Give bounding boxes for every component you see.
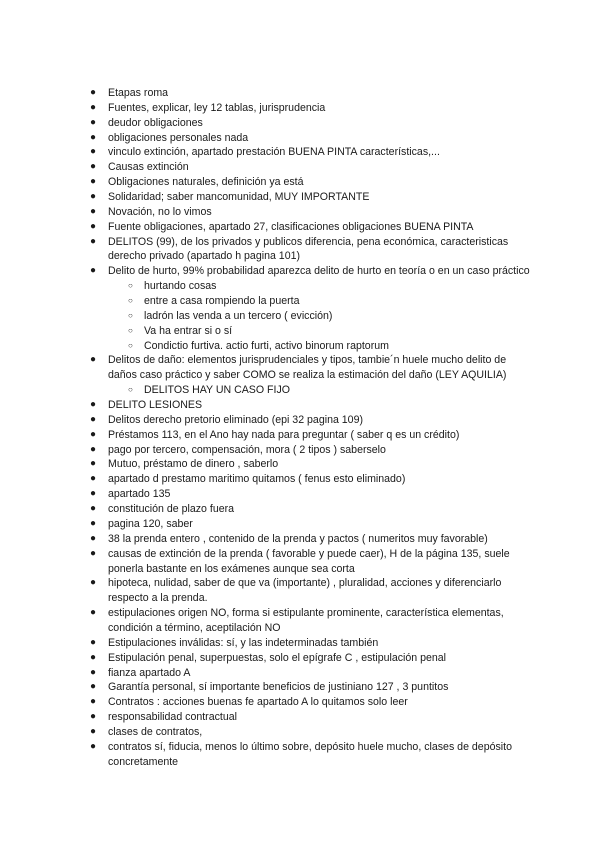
list-item-text: Estipulación penal, superpuestas, solo el epígrafe C , estipulación penal (108, 651, 447, 664)
bullet-icon: ● (90, 176, 97, 188)
bullet-icon: ● (90, 87, 97, 98)
list-item-text: Delitos de daño: elementos jurisprudenciales y tipos, tambie´n huele mucho delito de daños caso práctico y saber COMO se realiza la estimación del daño (LEY AQUILIA) (108, 354, 507, 382)
bullet-icon: ● (90, 354, 97, 366)
list-item-text: 38 la prenda entero , contenido de la prenda y pactos ( numeritos muy favorable) (108, 532, 488, 545)
hollow-bullet-icon: ○ (128, 325, 133, 335)
list-item-text: Fuente obligaciones, apartado 27, clasificaciones obligaciones BUENA PINTA (108, 220, 474, 233)
list-item (90, 175, 530, 190)
list-item-text: pago por tercero, compensación, mora ( 2 tipos ) saberselo (108, 443, 386, 456)
list-item-text: Obligaciones naturales, definición ya está (108, 176, 304, 189)
list-item (90, 487, 530, 502)
list-item-text: DELITOS HAY UN CASO FIJO (144, 384, 290, 397)
list-item (90, 428, 530, 443)
list-item-text: Delitos derecho pretorio eliminado (epi 32 pagina 109) (108, 413, 363, 426)
list-item (90, 666, 530, 681)
list-item (90, 101, 530, 116)
bullet-icon: ● (90, 131, 97, 143)
list-item (90, 502, 530, 517)
list-item (90, 636, 530, 651)
bullet-icon: ● (90, 636, 97, 648)
hollow-bullet-icon: ○ (128, 340, 133, 350)
list-item-text: pagina 120, saber (108, 517, 193, 530)
list-item (90, 235, 530, 265)
list-item-text: DELITO LESIONES (108, 399, 203, 412)
list-item (90, 651, 530, 666)
bullet-icon: ● (90, 205, 97, 217)
list-item-text: causas de extinción de la prenda ( favorable y puede caer), H de la página 135, suele ponerla bastante en los exámenes aunque sea corta (108, 547, 510, 575)
list-item (90, 160, 530, 175)
list-item (90, 576, 530, 606)
bullet-icon: ● (90, 577, 97, 589)
list-item-text: Novación, no lo vimos (108, 205, 212, 218)
list-item-text: Préstamos 113, en el Ano hay nada para preguntar ( saber q es un crédito) (108, 428, 460, 441)
hollow-bullet-icon: ○ (128, 385, 133, 395)
sub-list-item (90, 383, 530, 398)
bullet-icon: ● (90, 116, 97, 128)
bullet-icon: ● (90, 517, 97, 529)
sub-list-item (90, 294, 530, 309)
sub-list-item (90, 279, 530, 294)
list-item-text: constitución de plazo fuera (108, 503, 235, 516)
sub-list-item (90, 309, 530, 324)
list-item-text: DELITOS (99), de los privados y publicos diferencia, pena económica, caracteristicas derecho privado (apartado h pagina 101) (108, 235, 509, 263)
bullet-icon: ● (90, 428, 97, 440)
bullet-icon: ● (90, 666, 97, 678)
list-item-text: vinculo extinción, apartado prestación BUENA PINTA características,... (108, 146, 440, 159)
list-item-text: Etapas roma (108, 87, 169, 99)
bullet-icon: ● (90, 101, 97, 113)
list-item-text: Mutuo, préstamo de dinero , saberlo (108, 458, 279, 471)
list-item (90, 86, 530, 101)
list-item (90, 116, 530, 131)
bullet-icon: ● (90, 235, 97, 247)
list-item-text: clases de contratos, (108, 725, 203, 738)
list-item (90, 131, 530, 146)
bullet-icon: ● (90, 651, 97, 663)
bullet-icon: ● (90, 443, 97, 455)
list-item (90, 725, 530, 740)
list-item (90, 145, 530, 160)
list-item-text: obligaciones personales nada (108, 131, 249, 144)
bullet-icon: ● (90, 503, 97, 515)
bullet-icon: ● (90, 547, 97, 559)
list-item (90, 532, 530, 547)
list-item-text: Causas extinción (108, 161, 189, 174)
bullet-icon: ● (90, 146, 97, 158)
list-item (90, 457, 530, 472)
hollow-bullet-icon: ○ (128, 281, 133, 291)
list-item-text: hurtando cosas (144, 280, 217, 293)
list-item (90, 220, 530, 235)
list-item (90, 443, 530, 458)
list-item (90, 205, 530, 220)
hollow-bullet-icon: ○ (128, 296, 133, 306)
bullet-icon: ● (90, 473, 97, 485)
list-item (90, 472, 530, 487)
bullet-icon: ● (90, 220, 97, 232)
bullet-icon: ● (90, 607, 97, 619)
list-item (90, 680, 530, 695)
list-item-text: hipoteca, nulidad, saber de que va (importante) , pluralidad, acciones y diferenciarlo respecto a la prenda. (108, 577, 502, 605)
list-item-text: estipulaciones origen NO, forma si estipulante prominente, característica elementas, condición a término, aceptilación NO (108, 607, 504, 634)
bullet-icon: ● (90, 532, 97, 544)
bullet-icon: ● (90, 161, 97, 173)
list-item-text: ladrón las venda a un tercero ( evicción) (144, 309, 333, 322)
list-item-text: entre a casa rompiendo la puerta (144, 295, 300, 308)
list-item-text: apartado d prestamo maritimo quitamos ( fenus esto eliminado) (108, 473, 406, 486)
bullet-icon: ● (90, 488, 97, 500)
list-item-text: Va ha entrar si o sí (144, 324, 233, 337)
list-item (90, 606, 530, 636)
list-item (90, 547, 530, 577)
list-item (90, 398, 530, 413)
list-item (90, 190, 530, 205)
list-item-text: Garantía personal, sí importante beneficios de justiniano 127 , 3 puntitos (108, 681, 449, 694)
list-item-text: fianza apartado A (108, 666, 191, 679)
bullet-icon: ● (90, 725, 97, 737)
bullet-icon: ● (90, 458, 97, 470)
list-item-text: deudor obligaciones (108, 116, 203, 129)
list-item-text: contratos sí, fiducia, menos lo último sobre, depósito huele mucho, clases de depósito concretamente (108, 740, 512, 768)
list-item-text: Delito de hurto, 99% probabilidad aparezca delito de hurto en teoría o en un caso práctico (108, 265, 530, 278)
list-item (90, 264, 530, 279)
list-item-text: Estipulaciones inválidas: sí, y las indeterminadas también (108, 636, 379, 649)
bullet-icon: ● (90, 265, 97, 277)
list-item-text: apartado 135 (108, 488, 171, 501)
list-item (90, 710, 530, 725)
sub-list-item (90, 339, 530, 354)
bullet-icon: ● (90, 696, 97, 708)
list-item-text: Solidaridad; saber mancomunidad, MUY IMPORTANTE (108, 191, 370, 204)
bullet-icon: ● (90, 191, 97, 203)
list-item-text: responsabilidad contractual (108, 711, 237, 724)
list-item (90, 695, 530, 710)
list-item (90, 740, 530, 770)
bullet-icon: ● (90, 740, 97, 752)
bullet-icon: ● (90, 711, 97, 723)
list-item-text: Contratos : acciones buenas fe apartado A lo quitamos solo leer (108, 696, 408, 709)
notes-list (90, 86, 530, 770)
hollow-bullet-icon: ○ (128, 310, 133, 320)
bullet-icon: ● (90, 399, 97, 411)
list-item-text: Condictio furtiva. actio furti, activo binorum raptorum (144, 339, 389, 352)
list-item (90, 353, 530, 383)
bullet-icon: ● (90, 681, 97, 693)
list-item-text: Fuentes, explicar, ley 12 tablas, jurisprudencia (108, 101, 326, 114)
list-item (90, 413, 530, 428)
bullet-icon: ● (90, 413, 97, 425)
sub-list-item (90, 324, 530, 339)
list-item (90, 517, 530, 532)
